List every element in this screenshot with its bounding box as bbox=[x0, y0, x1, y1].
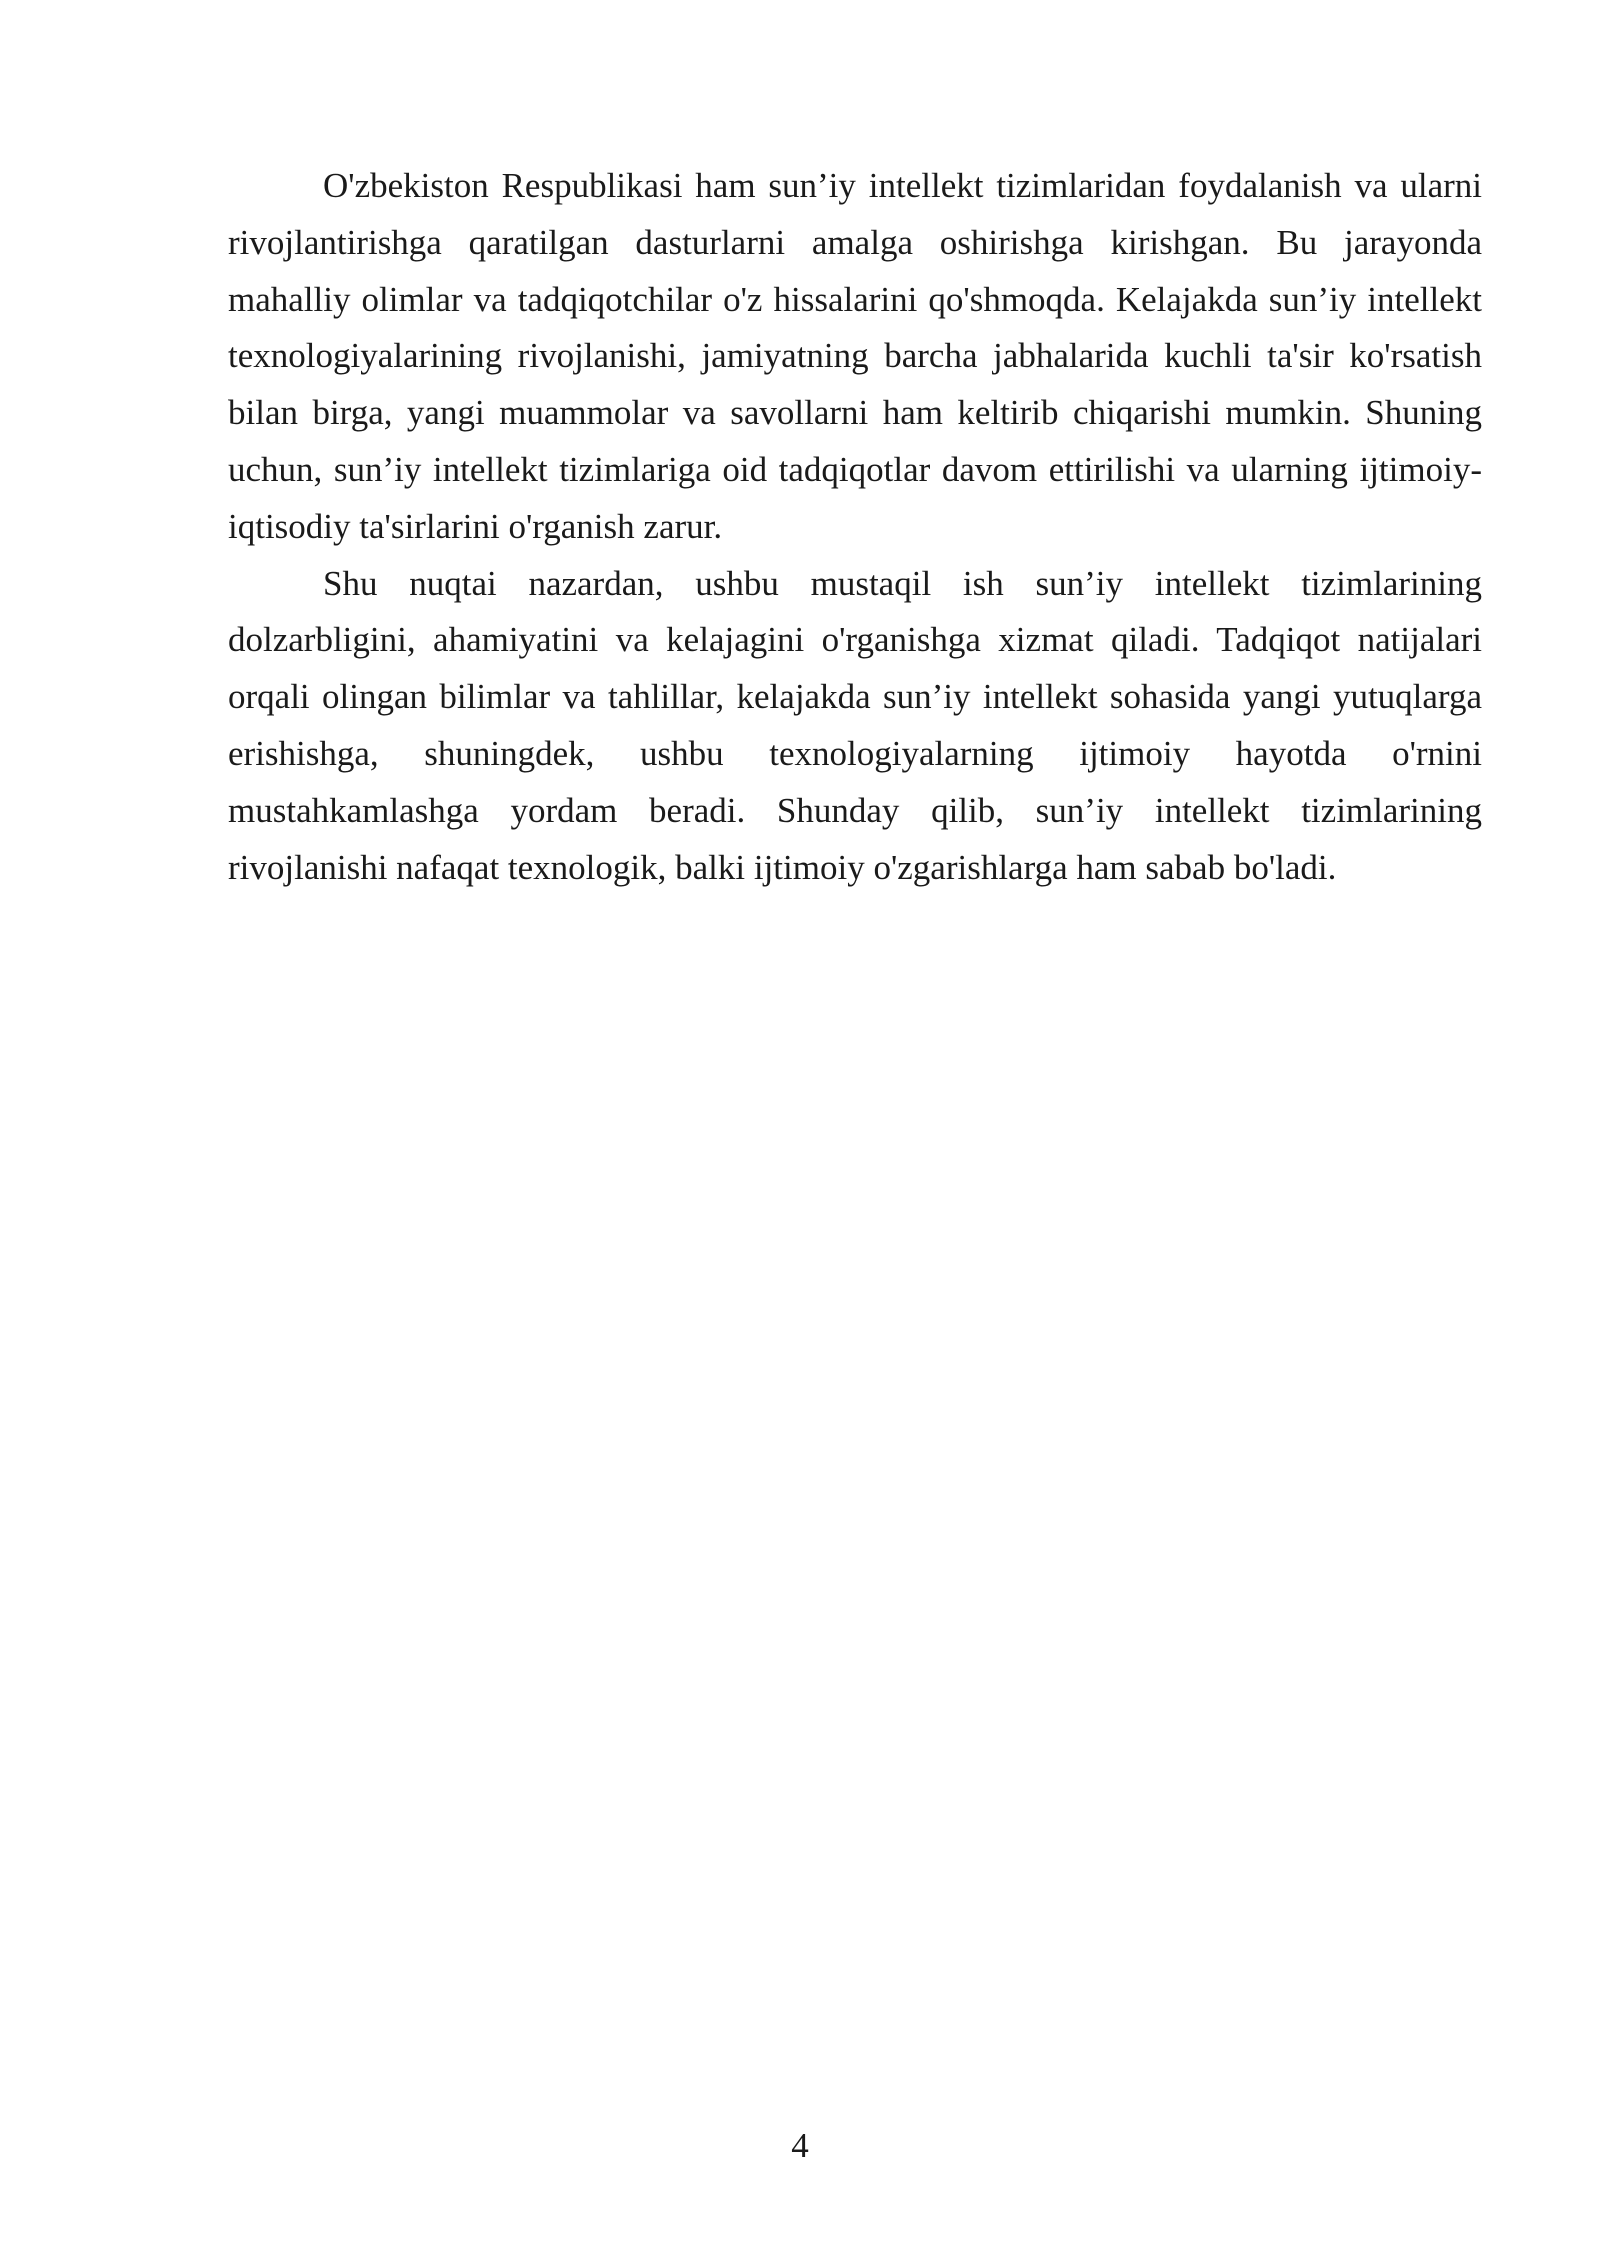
paragraph-2: Shu nuqtai nazardan, ushbu mustaqil ish sun’iy intellekt tizimlarining dolzarbligini, ahamiyatini va kelajagini o'rganishga xizmat qiladi. Tadqiqot natijalari orqali olingan bilimlar va tahlillar, kelajakda sun’iy intellekt sohasida yangi yutuqlarga erishishga, shuningdek, ushbu texnologiyalarning ijtimoiy hayotda o'rnini mustahkamlashga yordam beradi. Shunday qilib, sun’iy intellekt tizimlarining rivojlanishi nafaqat texnologik, balki ijtimoiy o'zgarishlarga ham sabab bo'ladi. bbox=[228, 563, 1482, 887]
page-number: 4 bbox=[791, 2126, 809, 2165]
paragraph-1: O'zbekiston Respublikasi ham sun’iy intellekt tizimlaridan foydalanish va ularni rivojlantirishga qaratilgan dasturlarni amalga oshirishga kirishgan. Bu jarayonda mahalliy olimlar va tadqiqotchilar o'z hissalarini qo'shmoqda. Kelajakda sun’iy intellekt texnologiyalarining rivojlanishi, jamiyatning barcha jabhalarida kuchli ta'sir ko'rsatish bilan birga, yangi muammolar va savollarni ham keltirib chiqarishi mumkin. Shuning uchun, sun’iy intellekt tizimlariga oid tadqiqotlar davom ettirilishi va ularning ijtimoiy-iqtisodiy ta'sirlarini o'rganish zarur. bbox=[228, 166, 1482, 546]
body-text bbox=[228, 158, 1482, 896]
